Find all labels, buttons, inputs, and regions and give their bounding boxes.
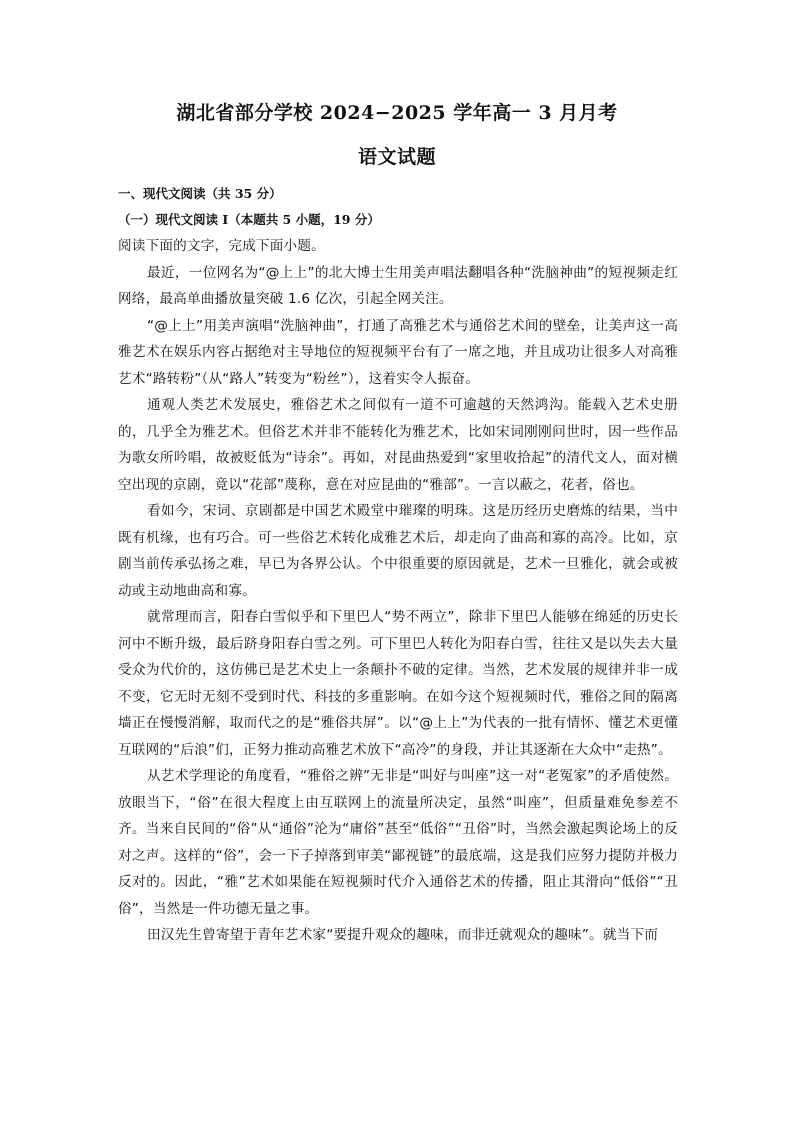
- section-heading: 一、现代文阅读（共 35 分）: [118, 186, 282, 201]
- passage-paragraph-5: 就常理而言，阳春白雪似乎和下里巴人“势不两立”，除非下里巴人能够在绵延的历史长河中不断升级，最后跻身阳春白雪之列。可下里巴人转化为阳春白雪，往往又是以失去大量受众为代价的，这仿佛已是艺术史上一条颠扑不破的定律。当然，艺术发展的规律并非一成不变，它无时无刻不受到时代、科技的多重影响。在如今这个短视频时代，雅俗之间的隔离墙正在慢慢消解，取而代之的是“雅俗共屏”。以“@上上”为代表的一批有情怀、懂艺术更懂互联网的“后浪”们，正努力推动高雅艺术放下“高冷”的身段，并让其逐渐在大众中“走热”。: [118, 609, 678, 758]
- passage-paragraph-7: 田汉先生曾寄望于青年艺术家“要提升观众的趣味，而非迁就观众的趣味”。就当下而: [147, 927, 659, 943]
- exam-title: 湖北省部分学校 2024−2025 学年高一 3 月月考: [176, 102, 618, 124]
- subsection-heading: （一）现代文阅读 I（本题共 5 小题，19 分）: [118, 212, 380, 227]
- exam-subject-title: 语文试题: [357, 146, 436, 168]
- passage-body: [118, 233, 678, 949]
- passage-paragraph-3: 通观人类艺术发展史，雅俗艺术之间似有一道不可逾越的天然鸿沟。能载入艺术史册的，几乎全为雅艺术。但俗艺术并非不能转化为雅艺术，比如宋词刚刚问世时，因一些作品为歌女所吟唱，故被贬低为“诗余”。再如，对昆曲热爱到“家里收拾起”的清代文人，面对横空出现的京剧，竟以“花部”蔑称，意在对应昆曲的“雅部”。一言以蔽之，花者，俗也。: [118, 397, 678, 493]
- passage-paragraph-6: 从艺术学理论的角度看，“雅俗之辨”无非是“叫好与叫座”这一对“老冤家”的矛盾使然。放眼当下，“俗”在很大程度上由互联网上的流量所决定，虽然“叫座”，但质量难免参差不齐。当来自民间的“俗”从“通俗”沦为“庸俗”甚至“低俗”“丑俗”时，当然会激起舆论场上的反对之声。这样的“俗”，会一下子掉落到审美“鄙视链”的最底端，这是我们应努力提防并极力反对的。因此，“雅”艺术如果能在短视频时代介入通俗艺术的传播，阻止其滑向“低俗”“丑俗”，当然是一件功德无量之事。: [118, 768, 678, 917]
- passage-paragraph-1: 最近，一位网名为“@上上”的北大博士生用美声唱法翻唱各种“洗脑神曲”的短视频走红网络，最高单曲播放量突破 1.6 亿次，引起全网关注。: [118, 264, 678, 307]
- instruction-text: 阅读下面的文字，完成下面小题。: [118, 238, 325, 254]
- passage-paragraph-4: 看如今，宋词、京剧都是中国艺术殿堂中璀璨的明珠。这是历经历史磨炼的结果，当中既有机缘，也有巧合。可一些俗艺术转化成雅艺术后，却走向了曲高和寡的高冷。比如，京剧当前传承弘扬之难，早已为各界公认。个中很重要的原因就是，艺术一旦雅化，就会或被动或主动地曲高和寡。: [118, 503, 678, 599]
- passage-paragraph-2: “@上上”用美声演唱“洗脑神曲”，打通了高雅艺术与通俗艺术间的壁垒，让美声这一高雅艺术在娱乐内容占据绝对主导地位的短视频平台有了一席之地，并且成功让很多人对高雅艺术“路转粉”（从“路人”转变为“粉丝”），这着实令人振奋。: [118, 317, 678, 387]
